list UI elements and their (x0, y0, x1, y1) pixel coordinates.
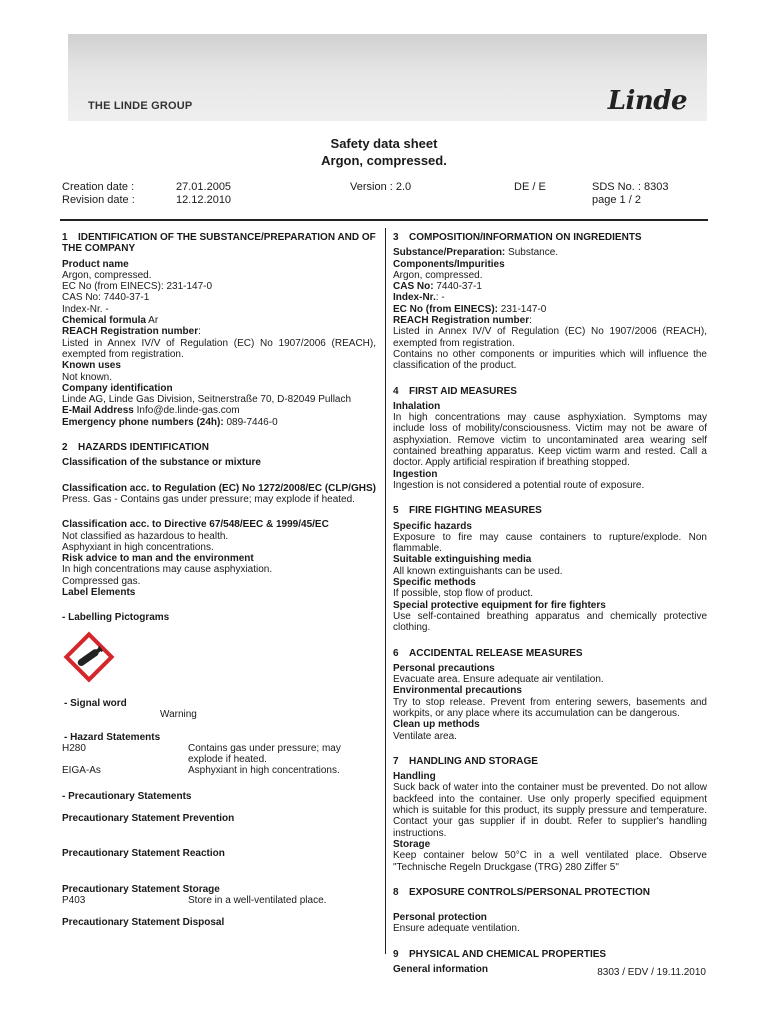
creation-value: 27.01.2005 (176, 181, 232, 193)
section-2-heading: 2 HAZARDS IDENTIFICATION (62, 442, 209, 454)
specific-methods-text: If possible, stop flow of product. (393, 588, 534, 600)
signal-word-heading: - Signal word (64, 697, 127, 709)
cas-line: CAS No: 7440-37-1 (393, 281, 482, 293)
page-footer: 8303 / EDV / 19.11.2010 (597, 967, 706, 978)
product-name-heading: Product name (62, 258, 129, 270)
risk-line-2: Compressed gas. (62, 575, 141, 587)
pictograms-heading: - Labelling Pictograms (62, 612, 170, 624)
section-1-heading: 1 IDENTIFICATION OF THE SUBSTANCE/PREPARATION AND OF THE COMPANY (62, 232, 376, 255)
section-7-heading: 7 HANDLING AND STORAGE (393, 755, 538, 767)
specific-methods-heading: Specific methods (393, 577, 476, 589)
reach-text: Listed in Annex IV/V of Regulation (EC) No 1907/2006 (REACH), exempted from registration. (62, 337, 376, 360)
personal-protection-heading: Personal protection (393, 912, 487, 924)
environmental-text: Try to stop release. Prevent from entering sewers, basements and workpits, or any place where its accumulation can be dangerous. (393, 696, 707, 719)
version: Version : 2.0 (350, 181, 412, 193)
emergency-line: Emergency phone numbers (24h): 089-7446-0 (62, 416, 278, 428)
group-name: THE LINDE GROUP (88, 100, 193, 112)
section-8-heading: 8 EXPOSURE CONTROLS/PERSONAL PROTECTION (393, 886, 650, 898)
label-elements-heading: Label Elements (62, 587, 136, 599)
cleanup-heading: Clean up methods (393, 719, 480, 731)
environmental-heading: Environmental precautions (393, 685, 522, 697)
cleanup-text: Ventilate area. (393, 730, 457, 742)
storage-text: Keep container below 50°C in a well ventilated place. Observe "Technische Regeln Druckgase (TRG) 280 Ziffer 5" (393, 850, 707, 873)
ec-line: EC No (from EINECS): 231-147-0 (393, 303, 547, 315)
components-line: Argon, compressed. (393, 269, 483, 281)
directive-classification-heading: Classification acc. to Directive 67/548/EEC & 1999/45/EC (62, 519, 329, 531)
company-heading: Company identification (62, 382, 173, 394)
email-line: E-Mail Address Info@de.linde-gas.com (62, 405, 240, 417)
reach-heading: REACH Registration number: (62, 326, 201, 338)
chemical-formula: Chemical formula Ar (62, 315, 159, 327)
fire-ppe-heading: Special protective equipment for fire fighters (393, 599, 606, 611)
sds-number: SDS No. : 8303 (592, 181, 669, 193)
directive-line-2: Asphyxiant in high concentrations. (62, 541, 214, 553)
page-number: page 1 / 2 (592, 194, 641, 206)
hazard-statement-row: EIGA-As Asphyxiant in high concentrations. (62, 765, 340, 777)
precaution-storage-row: P403 Store in a well-ventilated place. (62, 894, 327, 906)
creation-label: Creation date : (62, 181, 135, 193)
known-uses: Not known. (62, 371, 113, 383)
revision-value: 12.12.2010 (176, 194, 232, 206)
ec-number: EC No (from EINECS): 231-147-0 (62, 281, 213, 293)
precaution-disposal-heading: Precautionary Statement Disposal (62, 917, 225, 929)
handling-heading: Handling (393, 771, 436, 783)
doc-title: Safety data sheet (330, 136, 438, 151)
reach-heading-right: REACH Registration number: (393, 315, 532, 327)
substance-line: Substance/Preparation: Substance. (393, 247, 559, 259)
column-divider (385, 228, 386, 954)
right-column (393, 232, 707, 975)
classification-heading: Classification of the substance or mixture (62, 457, 261, 469)
gas-cylinder-pictogram-icon (62, 630, 376, 687)
company-address: Linde AG, Linde Gas Division, Seitnerstraße 70, D-82049 Pullach (62, 394, 352, 406)
section-4-heading: 4 FIRST AID MEASURES (393, 385, 517, 397)
reach-text-right: Listed in Annex IV/V of Regulation (EC) No 1907/2006 (REACH), exempted from registration. (393, 326, 707, 349)
precautionary-heading: - Precautionary Statements (62, 790, 192, 802)
precaution-reaction-heading: Precautionary Statement Reaction (62, 848, 225, 860)
linde-logo: Linde (607, 86, 687, 116)
personal-precautions-heading: Personal precautions (393, 662, 495, 674)
header-banner (68, 34, 707, 121)
index-line: Index-Nr.: - (393, 292, 445, 304)
components-heading: Components/Impurities (393, 258, 505, 270)
section-6-heading: 6 ACCIDENTAL RELEASE MEASURES (393, 647, 583, 659)
specific-hazards-heading: Specific hazards (393, 520, 472, 532)
language-code: DE / E (514, 181, 546, 193)
revision-label: Revision date : (62, 194, 135, 206)
clp-classification-heading: Classification acc. to Regulation (EC) No 1272/2008/EC (CLP/GHS) (62, 482, 376, 494)
specific-hazards-text: Exposure to fire may cause containers to rupture/explode. Non flammable. (393, 531, 707, 555)
storage-heading: Storage (393, 838, 431, 850)
ingestion-text: Ingestion is not considered a potential route of exposure. (393, 479, 645, 491)
general-information-heading: General information (393, 964, 489, 976)
personal-protection-text: Ensure adequate ventilation. (393, 923, 520, 935)
handling-text: Suck back of water into the container must be prevented. Do not allow backfeed into the container. Use only properly specified equipment which is suitable for this product, its supply pressure and temperature. Contact your gas supplier if in doubt. Refer to supplier's handling instructions. (393, 782, 707, 839)
extinguishing-heading: Suitable extinguishing media (393, 554, 532, 566)
product-name: Argon, compressed. (62, 269, 152, 281)
personal-precautions-text: Evacuate area. Ensure adequate air ventilation. (393, 674, 604, 686)
hazard-statements-heading: - Hazard Statements (64, 731, 161, 743)
section-9-heading: 9 PHYSICAL AND CHEMICAL PROPERTIES (393, 948, 607, 960)
extinguishing-text: All known extinguishants can be used. (393, 565, 563, 577)
fire-ppe-text: Use self-contained breathing apparatus and chemically protective clothing. (393, 610, 707, 634)
directive-line-1: Not classified as hazardous to health. (62, 530, 229, 542)
left-column (62, 232, 376, 928)
risk-line-1: In high concentrations may cause asphyxiation. (62, 564, 273, 576)
index-number: Index-Nr. - (62, 303, 109, 315)
header-divider (60, 219, 708, 221)
known-uses-heading: Known uses (62, 360, 121, 372)
inhalation-heading: Inhalation (393, 400, 441, 412)
clp-classification-text: Press. Gas - Contains gas under pressure; may explode if heated. (62, 493, 355, 505)
doc-subtitle: Argon, compressed. (321, 153, 447, 168)
section-3-heading: 3 COMPOSITION/INFORMATION ON INGREDIENTS (393, 232, 642, 243)
cas-number: CAS No: 7440-37-1 (62, 292, 150, 304)
risk-advice-heading: Risk advice to man and the environment (62, 553, 254, 565)
precaution-prevention-heading: Precautionary Statement Prevention (62, 812, 235, 824)
inhalation-text: In high concentrations may cause asphyxiation. Symptoms may include loss of mobility/consciousness. Victim may not be aware of asphyxiation. Remove victim to uncontaminated area wearing self contained breathing apparatus. Keep victim warm and rested. Call a doctor. Apply artificial respiration if breathing stopped. (393, 412, 707, 469)
signal-word-value: Warning (160, 709, 197, 721)
section-5-heading: 5 FIRE FIGHTING MEASURES (393, 505, 542, 517)
hazard-statement-row: H280 Contains gas under pressure; may explode if heated. (62, 742, 341, 766)
ingestion-heading: Ingestion (393, 468, 438, 480)
precaution-storage-heading: Precautionary Statement Storage (62, 883, 220, 895)
no-other-components: Contains no other components or impurities which will influence the classification of the product. (393, 348, 707, 372)
